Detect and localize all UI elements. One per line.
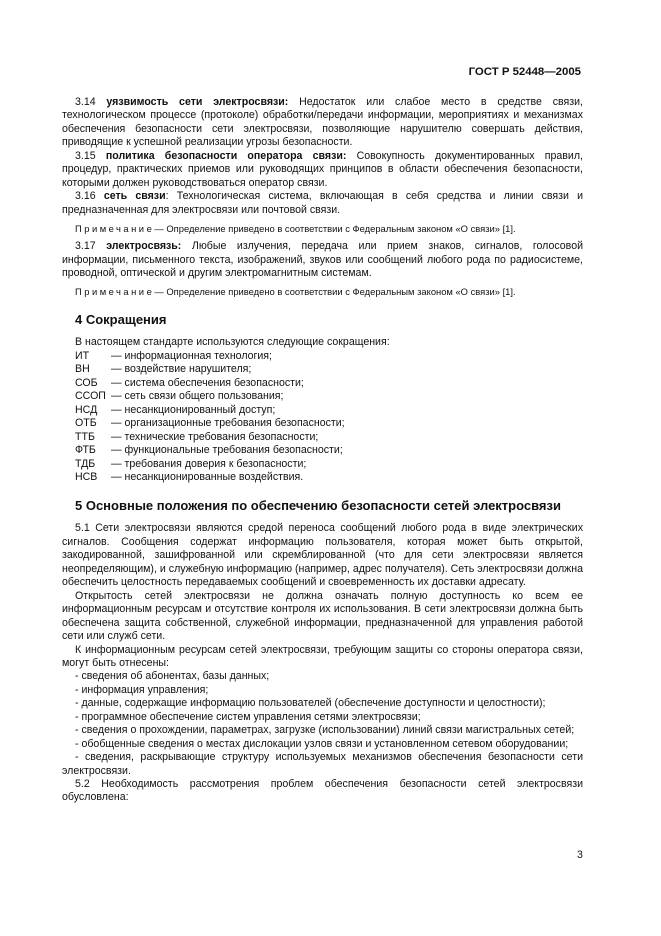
abbreviation-meaning: — информационная технология;	[111, 349, 272, 362]
list-item: - информация управления;	[75, 683, 209, 696]
abbreviation-meaning: — воздействие нарушителя;	[111, 363, 252, 376]
list-item: - сведения о прохождении, параметрах, загрузке (использовании) линий связи магистральных сетей;	[75, 724, 575, 737]
page-content	[62, 96, 583, 805]
abbreviation-meaning: — организационные требования безопасности;	[111, 417, 345, 430]
paragraph-5-2: 5.2 Необходимость рассмотрения проблем обеспечения безопасности сетей электросвязи обусловлена:	[62, 778, 583, 804]
definition-term: электросвязь:	[106, 240, 182, 253]
abbreviation: ТТБ	[75, 430, 95, 443]
abbreviation-row	[62, 350, 583, 363]
abbreviation: ИТ	[75, 349, 90, 362]
definition-text: : Технологическая система, включающая в себя средства и линии связи и предназначенная для электросвязи или почтовой связи.	[62, 190, 583, 216]
paragraph-openness: Открытость сетей электросвязи не должна означать полную доступность ко всем ее информационным ресурсам и отсутствие контроля их использования. В сети электросвязи должна быть обеспечена защита собственной, служебной информации, предназначенной для управления работой сети или служб сети.	[62, 589, 583, 643]
abbreviation: ССОП	[75, 390, 106, 403]
abbreviation: СОБ	[75, 376, 98, 389]
note-2	[62, 285, 583, 298]
page-number: 3	[577, 849, 583, 861]
note-text: — Определение приведено в соответствии с Федеральным законом «О связи» [1].	[151, 286, 516, 298]
abbreviation-meaning: — требования доверия к безопасности;	[111, 457, 307, 470]
clause-number: 3.17	[75, 240, 96, 253]
abbreviation-meaning: — технические требования безопасности;	[111, 430, 319, 443]
section-4-heading: 4 Сокращения	[75, 312, 167, 328]
clause-number: 3.14	[75, 96, 96, 108]
abbreviation-meaning: — несанкционированный доступ;	[111, 403, 276, 416]
abbreviation-row	[62, 417, 583, 430]
abbreviation-row	[62, 431, 583, 444]
definition-3-14	[62, 96, 583, 150]
note-1	[62, 222, 583, 235]
abbreviation-row	[62, 404, 583, 417]
abbreviation-row	[62, 390, 583, 403]
document-code-header: ГОСТ Р 52448—2005	[468, 66, 581, 78]
abbreviation-row	[62, 471, 583, 484]
paragraph-information-resources: К информационным ресурсам сетей электросвязи, требующим защиты со стороны оператора связи, могут быть отнесены:	[62, 643, 583, 669]
abbreviation-meaning: — несанкционированные воздействия.	[111, 470, 304, 483]
section-5-heading: 5 Основные положения по обеспечению безопасности сетей электросвязи	[75, 498, 561, 514]
note-label: Примечани	[75, 286, 147, 298]
abbreviations-intro: В настоящем стандарте используются следующие сокращения:	[75, 336, 390, 349]
definition-3-17	[62, 240, 583, 280]
definition-term: уязвимость сети электросвязи:	[106, 96, 289, 108]
abbreviation: НСД	[75, 403, 98, 416]
clause-number: 3.15	[75, 149, 96, 162]
resources-list	[62, 670, 583, 778]
list-item: - данные, содержащие информацию пользователей (обеспечение доступности и целостности);	[75, 697, 546, 710]
definition-term: сеть связи	[103, 190, 166, 203]
abbreviation: НСВ	[75, 470, 98, 483]
clause-number: 3.16	[75, 190, 96, 203]
paragraph-5-1: 5.1 Сети электросвязи являются средой переноса сообщений любого рода в виде электрических сигналов. Сообщения содержат информацию пользователя, которая может быть открытой, закодированной, зашифрованной или скремблированной (что для сети электросвязи является неопределяющим), и служебную информацию (например, адрес получателя). Сеть электросвязи должна обеспечить целостность передаваемых сообщений и своевременность их доставки адресату.	[62, 522, 583, 589]
abbreviation: ВН	[75, 363, 90, 376]
list-item: - обобщенные сведения о местах дислокации узлов связи и установленном сетевом оборудовании;	[75, 737, 569, 750]
abbreviation-row	[62, 377, 583, 390]
definition-3-15	[62, 150, 583, 190]
abbreviation-meaning: — функциональные требования безопасности;	[111, 444, 343, 457]
abbreviations-list	[62, 350, 583, 485]
list-item: - сведения, раскрывающие структуру используемых механизмов обеспечения безопасности сети электросвязи.	[62, 751, 583, 777]
definition-text: Совокупность документированных правил, процедур, практических приемов или руководящих принципов в области обеспечения безопасности, которыми должен руководствоваться оператор связи.	[62, 149, 583, 189]
list-item: - программное обеспечение систем управления сетями электросвязи;	[75, 710, 421, 723]
abbreviation: ТДБ	[75, 457, 96, 470]
definition-term: политика безопасности оператора связи:	[105, 149, 347, 162]
note-label-end: е	[146, 286, 152, 298]
note-text: — Определение приведено в соответствии с Федеральным законом «О связи» [1].	[151, 223, 516, 235]
abbreviation-meaning: — сеть связи общего пользования;	[111, 390, 284, 403]
abbreviation: ФТБ	[75, 444, 96, 457]
note-label-end: е	[146, 223, 152, 235]
definition-text: Любые излучения, передача или прием знаков, сигналов, голосовой информации, письменного текста, изображений, звуков или сообщений любого рода по радиосистеме, проводной, оптической и другим электромагнитным системам.	[62, 240, 584, 279]
abbreviation-row	[62, 458, 583, 471]
definition-3-16	[62, 190, 583, 217]
list-item: - сведения об абонентах, базы данных;	[75, 670, 270, 683]
abbreviation-row	[62, 363, 583, 376]
abbreviation-meaning: — система обеспечения безопасности;	[111, 376, 304, 389]
note-label: Примечани	[75, 223, 147, 235]
abbreviation-row	[62, 444, 583, 457]
definition-text: Недостаток или слабое место в средстве связи, технологическом процессе (протоколе) обработки/передачи информации, мероприятиях и механизмах обеспечения безопасности сети электросвязи, позволяющие нарушителю совершать действия, приводящие к успешной реализации угрозы безопасности.	[62, 96, 583, 149]
abbreviation: ОТБ	[75, 417, 97, 430]
